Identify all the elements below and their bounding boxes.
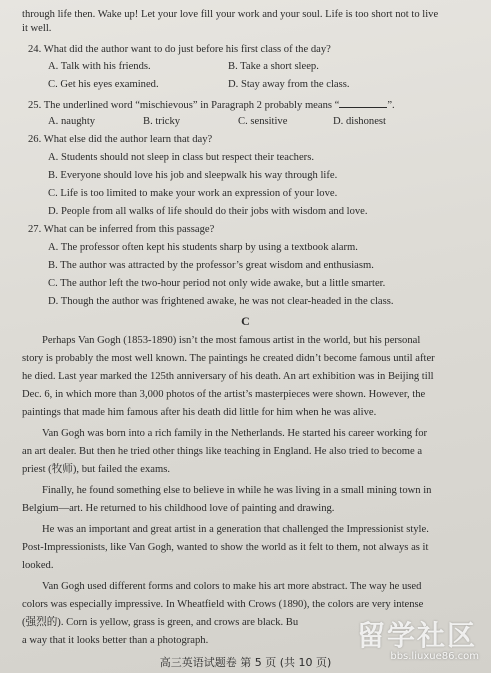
passage-line: looked. [22,560,54,571]
passage-line: priest (牧师), but failed the exams. [22,464,170,475]
watermark-logo: 留学社区 [356,619,477,652]
q27-option-a: A. The professor often kept his students sharp by using a textbook alarm. [48,242,358,253]
q25-stem-end: ”. [387,100,395,111]
q25-option-c: C. sensitive [238,116,288,127]
intro-line-2: it well. [22,23,52,34]
q26-option-c: C. Life is too limited to make your work an expression of your love. [48,188,338,199]
question-24-stem: 24. What did the author want to do just before his first class of the day? [28,44,331,55]
passage-line: Van Gogh was born into a rich family in the Netherlands. He started his career working for [42,428,428,439]
passage-line: a way that it looks better than a photograph. [22,635,209,646]
q26-option-a: A. Students should not sleep in class but respect their teachers. [48,152,314,163]
q24-option-d: D. Stay away from the class. [228,79,350,90]
q24-option-a: A. Talk with his friends. [48,61,151,72]
passage-line: He was an important and great artist in a generation that challenged the Impressionist style. [42,524,429,535]
q27-option-d: D. Though the author was frightened awake, he was not clear-headed in the class. [48,296,394,307]
section-heading-c: C [241,314,250,328]
q25-option-b: B. tricky [143,116,181,127]
question-27-stem: 27. What can be inferred from this passage? [28,224,215,235]
q26-option-d: D. People from all walks of life should do their jobs with wisdom and love. [48,206,368,217]
passage-line: he died. Last year marked the 125th anniversary of his death. An art exhibition was in Beijing till [22,371,434,382]
passage-line: an art dealer. But then he tried other things like teaching in England. He also tried to become a [22,446,423,457]
question-26-stem: 26. What else did the author learn that day? [28,134,213,145]
passage-line: Perhaps Van Gogh (1853-1890) isn’t the most famous artist in the world, but his personal [42,335,421,346]
intro-line-1: through life then. Wake up! Let your love fill your work and your soul. Life is too short not to live [22,9,439,20]
passage-line: Dec. 6, in which more than 3,000 photos of the artist’s masterpieces were shown. However, the [22,389,426,400]
q27-option-c: C. The author left the two-hour period not only wide awake, but a little smarter. [48,278,386,289]
q25-option-a: A. naughty [48,116,96,127]
q24-option-b: B. Take a short sleep. [228,61,319,72]
question-25-options [48,115,473,128]
passage-line: Post-Impressionists, like Van Gogh, wanted to show the world as it felt to them, not always as it [22,542,429,553]
passage-line: paintings that made him famous after his death did little for him when he was alive. [22,407,377,418]
q26-option-b: B. Everyone should love his job and sleepwalk his way through life. [48,170,338,181]
page-footer: 高三英语试题卷 第 5 页 (共 10 页) [159,656,332,669]
q27-option-b: B. The author was attracted by the professor’s great wisdom and enthusiasm. [48,260,374,271]
passage-line: Belgium—art. He returned to his childhood love of painting and drawing. [22,503,335,514]
question-24-options-row2 [48,78,473,91]
watermark-url: bbs.liuxue86.com [390,651,479,662]
passage-line: Van Gogh used different forms and colors to make his art more abstract. The way he used [42,581,422,592]
passage-line: colors was especially impressive. In Wheatfield with Crows (1890), the colors are very intense [22,599,424,610]
passage-line: story is probably the most well known. The paintings he created didn’t become famous until after [22,353,435,364]
q25-option-d: D. dishonest [333,116,386,127]
question-24-options-row1 [48,60,473,73]
q24-option-c: C. Get his eyes examined. [48,79,159,90]
q25-blank [339,97,387,108]
question-25-stem [28,97,473,112]
passage-line: (强烈的). Corn is yellow, grass is green, and crows are black. Bu [22,617,299,628]
passage-line: Finally, he found something else to believe in while he was living in a small mining town in [42,485,432,496]
q25-stem-start: 25. The underlined word “mischievous” in Paragraph 2 probably means “ [28,100,340,111]
